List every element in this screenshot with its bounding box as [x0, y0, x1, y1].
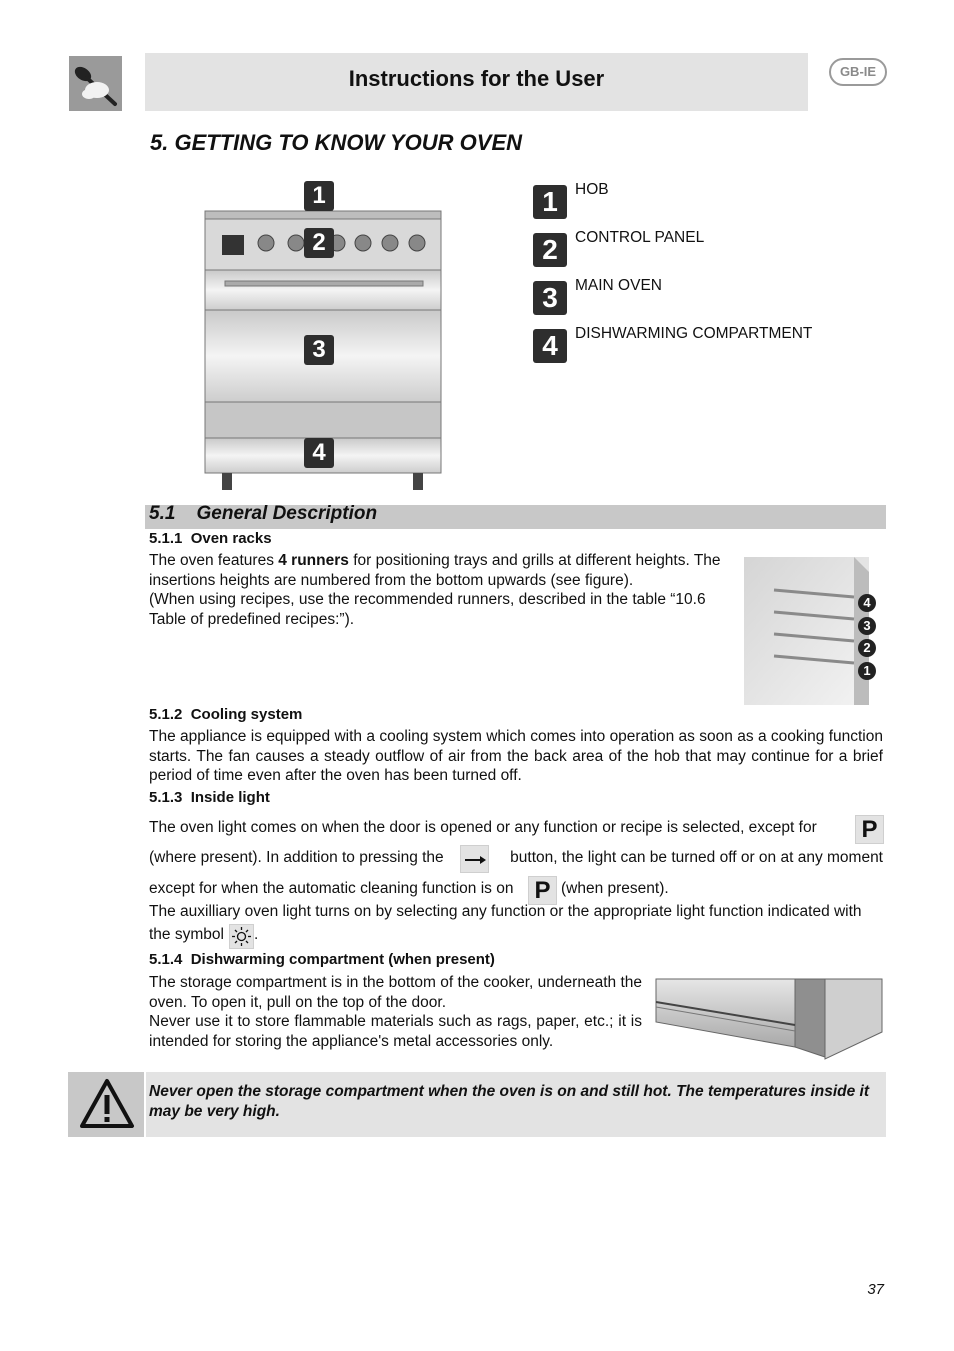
legend-label-control-panel: CONTROL PANEL: [575, 229, 705, 246]
inside-light-line-2-post: button, the light can be turned off or on at any moment: [510, 849, 883, 866]
section-title: 5. GETTING TO KNOW YOUR OVEN: [150, 130, 523, 155]
text-fragment: (When using recipes, use the recommended runners, described in the table “10.6 Table of predefined recipes:”).: [149, 591, 706, 628]
callout-badge-1: 1: [304, 181, 334, 211]
bold-runners: 4 runners: [278, 552, 349, 569]
callout-badge-2: 2: [304, 228, 334, 258]
inside-light-line-4: The auxilliary oven light turns on by selecting any function or the appropriate light function indicated with: [149, 903, 862, 920]
legend-number-2: 2: [533, 233, 567, 267]
oven-racks-text: [149, 551, 736, 629]
inside-light-line-3-pre: except for when the automatic cleaning function is on: [149, 880, 514, 897]
legend-number-3: 3: [533, 281, 567, 315]
heading-dishwarming: 5.1.4 Dishwarming compartment (when present): [149, 951, 495, 968]
text-fragment: for positioning trays and grills at different heights. The insertions heights are numbered from the bottom upwards (see figure).: [149, 552, 721, 589]
runner-label-1: 1: [858, 662, 876, 680]
text-fragment: The oven features: [149, 552, 279, 569]
warning-text: Never open the storage compartment when the oven is on and still hot. The temperatures inside it may be very high.: [149, 1083, 870, 1120]
heading-oven-racks: 5.1.1 Oven racks: [149, 530, 272, 547]
p-key-icon: P: [855, 815, 884, 844]
inside-light-line-1: The oven light comes on when the door is opened or any function or recipe is selected, except for: [149, 819, 817, 836]
runner-label-2: 2: [858, 639, 876, 657]
dishwarming-text: [149, 973, 642, 1051]
legend-number-1: 1: [533, 185, 567, 219]
chef-logo-icon: [69, 56, 122, 111]
callout-badge-4: 4: [304, 438, 334, 468]
inside-light-line-5-post: .: [254, 926, 259, 943]
subsection-title: 5.1 General Description: [149, 503, 378, 524]
legend-label-hob: HOB: [575, 181, 609, 198]
oven-racks-illustration: [744, 557, 876, 705]
heading-inside-light: 5.1.3 Inside light: [149, 789, 270, 806]
light-bulb-icon: [229, 924, 254, 949]
inside-light-line-3-post: (when present).: [561, 880, 669, 897]
text-fragment: The storage compartment is in the bottom of the cooker, underneath the oven. To open it, pull on the top of the door.: [149, 974, 642, 1011]
text-fragment: Never use it to store flammable materials such as rags, paper, etc.; it is intended for storing the appliance's metal accessories only.: [149, 1013, 642, 1050]
legend-number-4: 4: [533, 329, 567, 363]
cooling-system-text: The appliance is equipped with a cooling system which comes into operation as soon as a cooking function starts. The fan causes a steady outflow of air from the back area of the hob that may continue for a brief period of time even after the oven has been turned off.: [149, 728, 883, 784]
inside-light-line-2-pre: (where present). In addition to pressing the: [149, 849, 444, 866]
arrow-right-key-icon: [460, 845, 489, 873]
runner-label-3: 3: [858, 617, 876, 635]
warning-triangle-icon: [79, 1078, 135, 1130]
page-number: 37: [867, 1281, 884, 1298]
dishwarming-illustration: [655, 977, 883, 1065]
heading-cooling-system: 5.1.2 Cooling system: [149, 706, 303, 723]
callout-badge-3: 3: [304, 335, 334, 365]
p-key-icon: P: [528, 876, 557, 905]
runner-label-4: 4: [858, 594, 876, 612]
language-badge: GB-IE: [829, 58, 887, 86]
legend-label-main-oven: MAIN OVEN: [575, 277, 662, 294]
page-header-title: Instructions for the User: [348, 66, 605, 91]
inside-light-line-5-pre: the symbol: [149, 926, 224, 943]
legend-label-dishwarming: DISHWARMING COMPARTMENT: [575, 325, 813, 342]
